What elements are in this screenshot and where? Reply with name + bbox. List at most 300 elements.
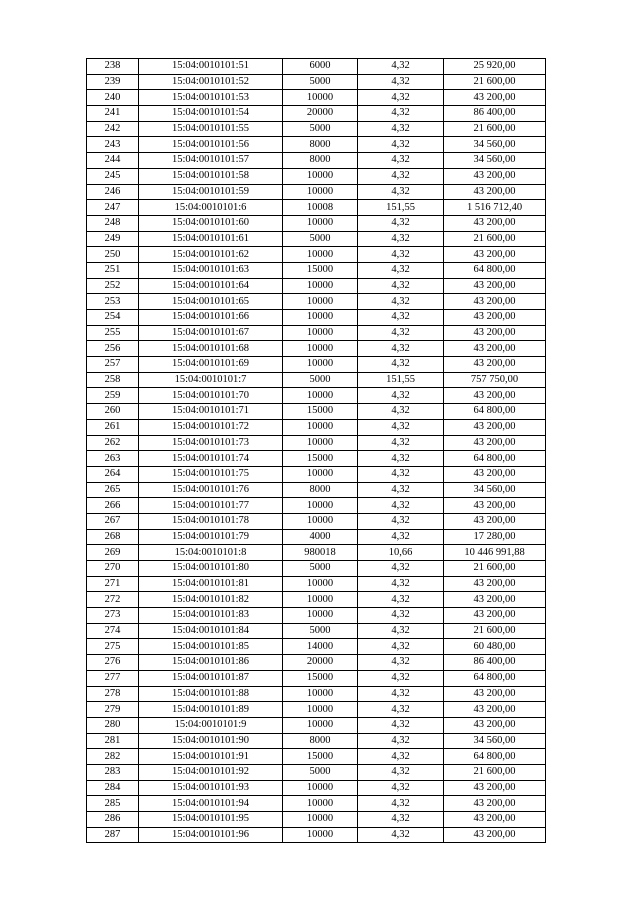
quantity-cell: 10000 [283,780,358,796]
row-number-cell: 249 [87,231,139,247]
row-number-cell: 284 [87,780,139,796]
price-cell: 4,32 [358,90,444,106]
row-number-cell: 253 [87,294,139,310]
amount-cell: 43 200,00 [444,513,546,529]
amount-cell: 43 200,00 [444,780,546,796]
row-number-cell: 245 [87,168,139,184]
price-cell: 4,32 [358,357,444,373]
row-number-cell: 244 [87,153,139,169]
row-number-cell: 250 [87,247,139,263]
quantity-cell: 14000 [283,639,358,655]
amount-cell: 25 920,00 [444,59,546,75]
price-cell: 4,32 [358,294,444,310]
price-cell: 4,32 [358,623,444,639]
amount-cell: 43 200,00 [444,247,546,263]
table-row [87,529,546,545]
row-number-cell: 251 [87,262,139,278]
cadastral-number-cell: 15:04:0010101:82 [139,592,283,608]
price-cell: 4,32 [358,513,444,529]
table-row [87,451,546,467]
quantity-cell: 10000 [283,576,358,592]
row-number-cell: 263 [87,451,139,467]
row-number-cell: 280 [87,717,139,733]
cadastral-number-cell: 15:04:0010101:74 [139,451,283,467]
price-cell: 4,32 [358,168,444,184]
table-row [87,106,546,122]
price-cell: 4,32 [358,639,444,655]
quantity-cell: 10000 [283,608,358,624]
table-row [87,576,546,592]
quantity-cell: 10000 [283,686,358,702]
price-cell: 4,32 [358,278,444,294]
table-row [87,121,546,137]
price-cell: 4,32 [358,498,444,514]
table-row [87,247,546,263]
quantity-cell: 980018 [283,545,358,561]
row-number-cell: 274 [87,623,139,639]
row-number-cell: 285 [87,796,139,812]
amount-cell: 64 800,00 [444,404,546,420]
table-row [87,404,546,420]
table-row [87,90,546,106]
amount-cell: 43 200,00 [444,184,546,200]
amount-cell: 21 600,00 [444,561,546,577]
registry-table [86,58,546,843]
cadastral-number-cell: 15:04:0010101:59 [139,184,283,200]
quantity-cell: 15000 [283,749,358,765]
cadastral-number-cell: 15:04:0010101:73 [139,435,283,451]
cadastral-number-cell: 15:04:0010101:79 [139,529,283,545]
amount-cell: 21 600,00 [444,74,546,90]
row-number-cell: 286 [87,812,139,828]
quantity-cell: 8000 [283,137,358,153]
quantity-cell: 5000 [283,74,358,90]
quantity-cell: 10000 [283,90,358,106]
quantity-cell: 10000 [283,310,358,326]
cadastral-number-cell: 15:04:0010101:78 [139,513,283,529]
row-number-cell: 256 [87,341,139,357]
quantity-cell: 10000 [283,592,358,608]
table-row [87,310,546,326]
price-cell: 10,66 [358,545,444,561]
table-row [87,749,546,765]
table-row [87,325,546,341]
row-number-cell: 252 [87,278,139,294]
row-number-cell: 283 [87,764,139,780]
row-number-cell: 257 [87,357,139,373]
price-cell: 151,55 [358,372,444,388]
row-number-cell: 260 [87,404,139,420]
cadastral-number-cell: 15:04:0010101:53 [139,90,283,106]
price-cell: 4,32 [358,262,444,278]
amount-cell: 43 200,00 [444,168,546,184]
row-number-cell: 246 [87,184,139,200]
row-number-cell: 281 [87,733,139,749]
price-cell: 4,32 [358,137,444,153]
amount-cell: 34 560,00 [444,153,546,169]
amount-cell: 43 200,00 [444,435,546,451]
row-number-cell: 273 [87,608,139,624]
quantity-cell: 10000 [283,796,358,812]
quantity-cell: 10000 [283,278,358,294]
amount-cell: 34 560,00 [444,137,546,153]
cadastral-number-cell: 15:04:0010101:54 [139,106,283,122]
table-row [87,278,546,294]
quantity-cell: 4000 [283,529,358,545]
price-cell: 4,32 [358,764,444,780]
quantity-cell: 15000 [283,262,358,278]
row-number-cell: 242 [87,121,139,137]
amount-cell: 43 200,00 [444,278,546,294]
cadastral-number-cell: 15:04:0010101:61 [139,231,283,247]
amount-cell: 757 750,00 [444,372,546,388]
table-row [87,764,546,780]
amount-cell: 43 200,00 [444,419,546,435]
cadastral-number-cell: 15:04:0010101:83 [139,608,283,624]
price-cell: 4,32 [358,231,444,247]
table-row [87,513,546,529]
cadastral-number-cell: 15:04:0010101:91 [139,749,283,765]
amount-cell: 64 800,00 [444,262,546,278]
row-number-cell: 275 [87,639,139,655]
amount-cell: 43 200,00 [444,90,546,106]
table-row [87,200,546,216]
row-number-cell: 268 [87,529,139,545]
quantity-cell: 10000 [283,435,358,451]
price-cell: 4,32 [358,608,444,624]
table-row [87,796,546,812]
amount-cell: 86 400,00 [444,655,546,671]
row-number-cell: 258 [87,372,139,388]
row-number-cell: 262 [87,435,139,451]
cadastral-number-cell: 15:04:0010101:94 [139,796,283,812]
cadastral-number-cell: 15:04:0010101:66 [139,310,283,326]
cadastral-number-cell: 15:04:0010101:77 [139,498,283,514]
amount-cell: 21 600,00 [444,231,546,247]
quantity-cell: 10000 [283,498,358,514]
table-row [87,670,546,686]
row-number-cell: 243 [87,137,139,153]
quantity-cell: 5000 [283,231,358,247]
row-number-cell: 255 [87,325,139,341]
table-row [87,419,546,435]
row-number-cell: 267 [87,513,139,529]
cadastral-number-cell: 15:04:0010101:62 [139,247,283,263]
amount-cell: 21 600,00 [444,764,546,780]
table-row [87,639,546,655]
table-row [87,827,546,843]
table-row [87,686,546,702]
row-number-cell: 264 [87,466,139,482]
cadastral-number-cell: 15:04:0010101:87 [139,670,283,686]
cadastral-number-cell: 15:04:0010101:96 [139,827,283,843]
price-cell: 4,32 [358,419,444,435]
price-cell: 4,32 [358,59,444,75]
table-row [87,780,546,796]
amount-cell: 43 200,00 [444,796,546,812]
table-row [87,592,546,608]
amount-cell: 43 200,00 [444,592,546,608]
price-cell: 4,32 [358,74,444,90]
cadastral-number-cell: 15:04:0010101:63 [139,262,283,278]
quantity-cell: 8000 [283,482,358,498]
table-row [87,341,546,357]
amount-cell: 43 200,00 [444,717,546,733]
quantity-cell: 8000 [283,153,358,169]
amount-cell: 43 200,00 [444,686,546,702]
cadastral-number-cell: 15:04:0010101:93 [139,780,283,796]
row-number-cell: 278 [87,686,139,702]
quantity-cell: 5000 [283,121,358,137]
table-row [87,435,546,451]
price-cell: 4,32 [358,686,444,702]
price-cell: 151,55 [358,200,444,216]
quantity-cell: 10000 [283,357,358,373]
amount-cell: 21 600,00 [444,121,546,137]
cadastral-number-cell: 15:04:0010101:88 [139,686,283,702]
cadastral-number-cell: 15:04:0010101:7 [139,372,283,388]
table-row [87,655,546,671]
cadastral-number-cell: 15:04:0010101:69 [139,357,283,373]
quantity-cell: 10000 [283,827,358,843]
cadastral-number-cell: 15:04:0010101:76 [139,482,283,498]
cadastral-number-cell: 15:04:0010101:86 [139,655,283,671]
row-number-cell: 265 [87,482,139,498]
amount-cell: 43 200,00 [444,702,546,718]
quantity-cell: 10000 [283,812,358,828]
price-cell: 4,32 [358,388,444,404]
row-number-cell: 259 [87,388,139,404]
table-row [87,59,546,75]
quantity-cell: 10000 [283,325,358,341]
cadastral-number-cell: 15:04:0010101:51 [139,59,283,75]
table-row [87,717,546,733]
table-row [87,357,546,373]
cadastral-number-cell: 15:04:0010101:89 [139,702,283,718]
price-cell: 4,32 [358,812,444,828]
row-number-cell: 266 [87,498,139,514]
quantity-cell: 15000 [283,451,358,467]
quantity-cell: 10000 [283,717,358,733]
row-number-cell: 238 [87,59,139,75]
table-row [87,372,546,388]
cadastral-number-cell: 15:04:0010101:72 [139,419,283,435]
quantity-cell: 15000 [283,404,358,420]
cadastral-number-cell: 15:04:0010101:67 [139,325,283,341]
row-number-cell: 241 [87,106,139,122]
cadastral-number-cell: 15:04:0010101:65 [139,294,283,310]
amount-cell: 17 280,00 [444,529,546,545]
price-cell: 4,32 [358,702,444,718]
amount-cell: 21 600,00 [444,623,546,639]
price-cell: 4,32 [358,561,444,577]
cadastral-number-cell: 15:04:0010101:55 [139,121,283,137]
amount-cell: 34 560,00 [444,482,546,498]
quantity-cell: 5000 [283,623,358,639]
price-cell: 4,32 [358,466,444,482]
price-cell: 4,32 [358,121,444,137]
price-cell: 4,32 [358,670,444,686]
row-number-cell: 248 [87,215,139,231]
row-number-cell: 272 [87,592,139,608]
quantity-cell: 10000 [283,419,358,435]
amount-cell: 43 200,00 [444,341,546,357]
amount-cell: 43 200,00 [444,215,546,231]
cadastral-number-cell: 15:04:0010101:68 [139,341,283,357]
amount-cell: 1 516 712,40 [444,200,546,216]
row-number-cell: 239 [87,74,139,90]
price-cell: 4,32 [358,592,444,608]
amount-cell: 43 200,00 [444,608,546,624]
price-cell: 4,32 [358,733,444,749]
amount-cell: 86 400,00 [444,106,546,122]
price-cell: 4,32 [358,247,444,263]
cadastral-number-cell: 15:04:0010101:84 [139,623,283,639]
amount-cell: 10 446 991,88 [444,545,546,561]
price-cell: 4,32 [358,341,444,357]
table-row [87,388,546,404]
table-row [87,153,546,169]
table-row [87,482,546,498]
row-number-cell: 247 [87,200,139,216]
price-cell: 4,32 [358,404,444,420]
price-cell: 4,32 [358,796,444,812]
table-row [87,294,546,310]
cadastral-number-cell: 15:04:0010101:56 [139,137,283,153]
price-cell: 4,32 [358,310,444,326]
price-cell: 4,32 [358,153,444,169]
quantity-cell: 10000 [283,466,358,482]
price-cell: 4,32 [358,184,444,200]
table-row [87,623,546,639]
table-row [87,231,546,247]
price-cell: 4,32 [358,106,444,122]
cadastral-number-cell: 15:04:0010101:75 [139,466,283,482]
table-row [87,498,546,514]
table-row [87,812,546,828]
table-row [87,74,546,90]
quantity-cell: 10000 [283,184,358,200]
amount-cell: 43 200,00 [444,325,546,341]
table-row [87,168,546,184]
cadastral-number-cell: 15:04:0010101:85 [139,639,283,655]
registry-table-body [87,59,546,843]
quantity-cell: 10000 [283,294,358,310]
price-cell: 4,32 [358,215,444,231]
cadastral-number-cell: 15:04:0010101:6 [139,200,283,216]
cadastral-number-cell: 15:04:0010101:80 [139,561,283,577]
quantity-cell: 10000 [283,341,358,357]
price-cell: 4,32 [358,717,444,733]
cadastral-number-cell: 15:04:0010101:92 [139,764,283,780]
quantity-cell: 8000 [283,733,358,749]
cadastral-number-cell: 15:04:0010101:70 [139,388,283,404]
price-cell: 4,32 [358,827,444,843]
quantity-cell: 10000 [283,513,358,529]
row-number-cell: 254 [87,310,139,326]
price-cell: 4,32 [358,780,444,796]
table-row [87,215,546,231]
cadastral-number-cell: 15:04:0010101:90 [139,733,283,749]
row-number-cell: 261 [87,419,139,435]
row-number-cell: 271 [87,576,139,592]
amount-cell: 43 200,00 [444,466,546,482]
cadastral-number-cell: 15:04:0010101:58 [139,168,283,184]
row-number-cell: 276 [87,655,139,671]
amount-cell: 43 200,00 [444,827,546,843]
cadastral-number-cell: 15:04:0010101:95 [139,812,283,828]
amount-cell: 64 800,00 [444,749,546,765]
table-row [87,137,546,153]
quantity-cell: 10000 [283,215,358,231]
row-number-cell: 279 [87,702,139,718]
row-number-cell: 282 [87,749,139,765]
row-number-cell: 240 [87,90,139,106]
table-row [87,561,546,577]
amount-cell: 43 200,00 [444,310,546,326]
table-row [87,262,546,278]
amount-cell: 43 200,00 [444,576,546,592]
quantity-cell: 5000 [283,372,358,388]
quantity-cell: 5000 [283,764,358,780]
cadastral-number-cell: 15:04:0010101:64 [139,278,283,294]
cadastral-number-cell: 15:04:0010101:52 [139,74,283,90]
table-row [87,733,546,749]
cadastral-number-cell: 15:04:0010101:60 [139,215,283,231]
quantity-cell: 20000 [283,106,358,122]
price-cell: 4,32 [358,451,444,467]
price-cell: 4,32 [358,576,444,592]
amount-cell: 43 200,00 [444,498,546,514]
table-row [87,184,546,200]
row-number-cell: 270 [87,561,139,577]
quantity-cell: 5000 [283,561,358,577]
amount-cell: 64 800,00 [444,670,546,686]
price-cell: 4,32 [358,749,444,765]
amount-cell: 43 200,00 [444,812,546,828]
amount-cell: 43 200,00 [444,357,546,373]
quantity-cell: 10008 [283,200,358,216]
price-cell: 4,32 [358,325,444,341]
amount-cell: 34 560,00 [444,733,546,749]
cadastral-number-cell: 15:04:0010101:81 [139,576,283,592]
cadastral-number-cell: 15:04:0010101:71 [139,404,283,420]
quantity-cell: 6000 [283,59,358,75]
amount-cell: 43 200,00 [444,388,546,404]
quantity-cell: 20000 [283,655,358,671]
price-cell: 4,32 [358,529,444,545]
table-row [87,466,546,482]
price-cell: 4,32 [358,655,444,671]
quantity-cell: 10000 [283,168,358,184]
quantity-cell: 10000 [283,388,358,404]
amount-cell: 64 800,00 [444,451,546,467]
row-number-cell: 277 [87,670,139,686]
table-row [87,545,546,561]
table-row [87,608,546,624]
quantity-cell: 10000 [283,247,358,263]
quantity-cell: 15000 [283,670,358,686]
table-row [87,702,546,718]
price-cell: 4,32 [358,435,444,451]
amount-cell: 43 200,00 [444,294,546,310]
quantity-cell: 10000 [283,702,358,718]
amount-cell: 60 480,00 [444,639,546,655]
cadastral-number-cell: 15:04:0010101:9 [139,717,283,733]
price-cell: 4,32 [358,482,444,498]
row-number-cell: 287 [87,827,139,843]
cadastral-number-cell: 15:04:0010101:8 [139,545,283,561]
